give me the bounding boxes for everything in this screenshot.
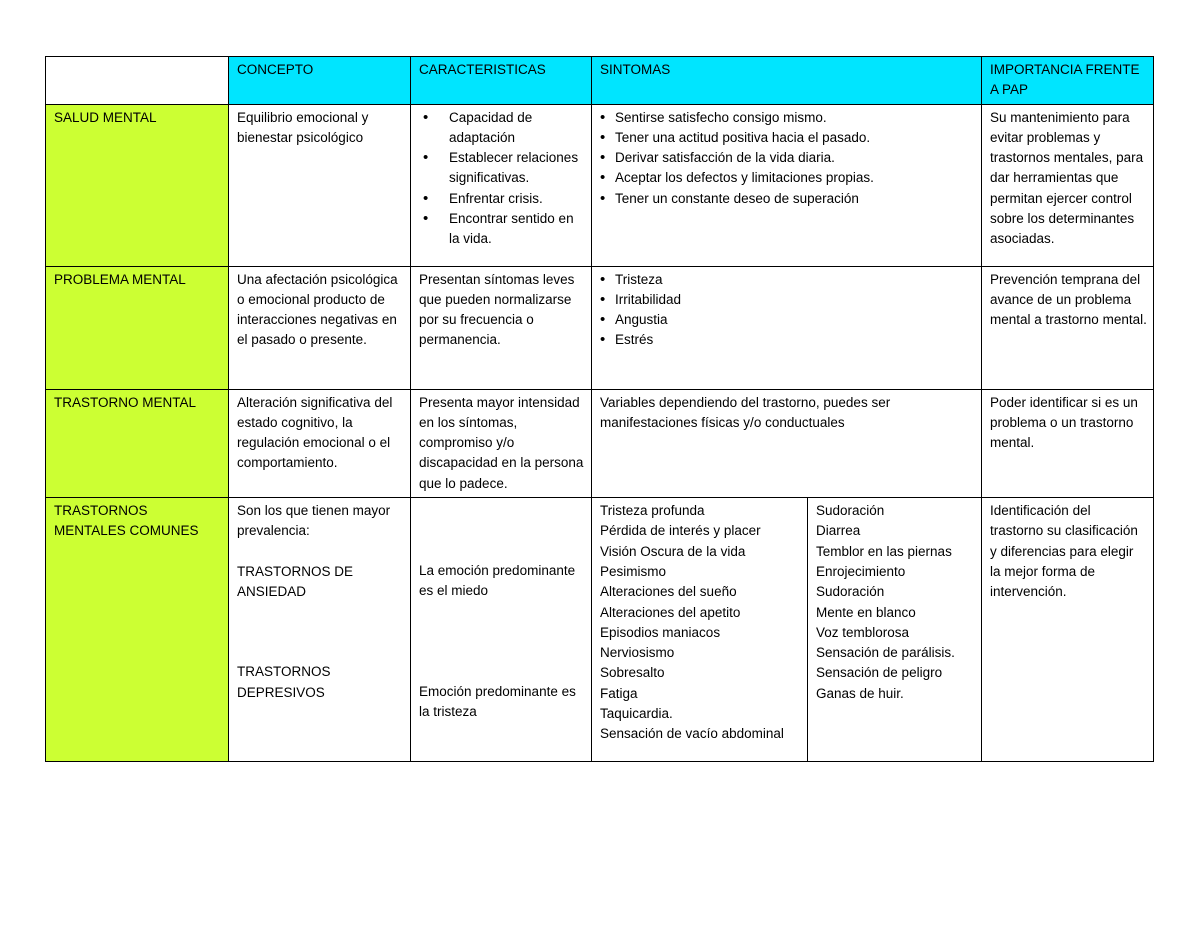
- list-item: • Capacidad de adaptación: [419, 108, 585, 149]
- list-item: • Estrés: [600, 330, 975, 350]
- list-item: • Establecer relaciones significativas.: [419, 148, 585, 189]
- caracteristicas-cell: [411, 498, 592, 762]
- sintomas-cell: Variables dependiendo del trastorno, puedes ser manifestaciones físicas y/o conductuales: [592, 389, 982, 497]
- list-item: • Derivar satisfacción de la vida diaria.: [600, 148, 975, 168]
- concepto-cell: [229, 498, 411, 762]
- list-item: Tristeza profunda: [600, 503, 705, 519]
- list-item: Sensación de peligro: [816, 665, 943, 681]
- importancia-cell: Su mantenimiento para evitar problemas y trastornos mentales, para dar herramientas que permitan ejercer control sobre los determinantes asociadas.: [982, 104, 1154, 266]
- list-item: • Tristeza: [600, 270, 975, 290]
- caracteristicas-cell: [411, 104, 592, 266]
- caracteristicas-cell: Presenta mayor intensidad en los síntomas, compromiso y/o discapacidad en la persona que lo padece.: [411, 389, 592, 497]
- list-item: Ganas de huir.: [816, 685, 904, 701]
- concepto-depresivos: TRASTORNOS DEPRESIVOS: [237, 664, 331, 700]
- list-item: Temblor en las piernas: [816, 543, 952, 559]
- row-label-trastornos-comunes: TRASTORNOS MENTALES COMUNES: [46, 498, 229, 762]
- list-item: • Angustia: [600, 310, 975, 330]
- table-row: [46, 389, 1154, 497]
- list-item: Mente en blanco: [816, 604, 916, 620]
- list-item: • Enfrentar crisis.: [419, 189, 585, 209]
- list-item: Fatiga: [600, 685, 638, 701]
- list-item: • Sentirse satisfecho consigo mismo.: [600, 108, 975, 128]
- header-concepto: CONCEPTO: [229, 57, 411, 105]
- table-row: [46, 498, 1154, 762]
- header-importancia: IMPORTANCIA FRENTE A PAP: [982, 57, 1154, 105]
- caracteristicas-list: [419, 108, 585, 250]
- list-item: • Tener un constante deseo de superación: [600, 189, 975, 209]
- list-item: Visión Oscura de la vida: [600, 543, 746, 559]
- sintomas-cell: [592, 266, 982, 389]
- sintomas-depresivos-cell: [592, 498, 808, 762]
- list-item: Pesimismo: [600, 563, 667, 579]
- sintomas-cell: [592, 104, 982, 266]
- list-item: Enrojecimiento: [816, 563, 906, 579]
- importancia-cell: Poder identificar si es un problema o un trastorno mental.: [982, 389, 1154, 497]
- table-row: [46, 266, 1154, 389]
- sintomas-ansiedad-cell: [808, 498, 982, 762]
- header-caracteristicas: CARACTERISTICAS: [411, 57, 592, 105]
- list-item: Pérdida de interés y placer: [600, 523, 761, 539]
- importancia-cell: Prevención temprana del avance de un problema mental a trastorno mental.: [982, 266, 1154, 389]
- concepto-cell: Equilibrio emocional y bienestar psicológico: [229, 104, 411, 266]
- sintomas-list: [600, 108, 975, 209]
- concepto-cell: Una afectación psicológica o emocional producto de interacciones negativas en el pasado o presente.: [229, 266, 411, 389]
- list-item: Sensación de parálisis.: [816, 645, 955, 661]
- list-item: Nerviosismo: [600, 645, 675, 661]
- row-label-salud-mental: SALUD MENTAL: [46, 104, 229, 266]
- list-item: Diarrea: [816, 523, 861, 539]
- concept-table: [45, 56, 1154, 762]
- row-label-trastorno-mental: TRASTORNO MENTAL: [46, 389, 229, 497]
- list-item: Sudoración: [816, 503, 885, 519]
- importancia-cell: Identificación del trastorno su clasificación y diferencias para elegir la mejor forma de intervención.: [982, 498, 1154, 762]
- list-item: Sensación de vacío abdominal: [600, 726, 784, 742]
- row-label-problema-mental: PROBLEMA MENTAL: [46, 266, 229, 389]
- list-item: Alteraciones del sueño: [600, 584, 737, 600]
- list-item: • Tener una actitud positiva hacia el pasado.: [600, 128, 975, 148]
- concepto-cell: Alteración significativa del estado cognitivo, la regulación emocional o el comportamiento.: [229, 389, 411, 497]
- list-item: • Aceptar los defectos y limitaciones propias.: [600, 168, 975, 188]
- sintomas-list: [600, 270, 975, 351]
- caract-depresivos: Emoción predominante es la tristeza: [419, 683, 576, 719]
- list-item: Taquicardia.: [600, 706, 673, 722]
- list-item: Sudoración: [816, 584, 885, 600]
- caract-ansiedad: La emoción predominante es el miedo: [419, 563, 576, 599]
- list-item: Voz temblorosa: [816, 624, 910, 640]
- table-row: [46, 104, 1154, 266]
- list-item: • Irritabilidad: [600, 290, 975, 310]
- list-item: Sobresalto: [600, 665, 665, 681]
- caracteristicas-cell: Presentan síntomas leves que pueden normalizarse por su frecuencia o permanencia.: [411, 266, 592, 389]
- header-sintomas: SINTOMAS: [592, 57, 982, 105]
- list-item: • Encontrar sentido en la vida.: [419, 209, 585, 250]
- header-row: [46, 57, 1154, 105]
- concepto-ansiedad: TRASTORNOS DE ANSIEDAD: [237, 563, 354, 599]
- list-item: Episodios maniacos: [600, 624, 721, 640]
- header-blank-cell: [46, 57, 229, 105]
- concepto-intro: Son los que tienen mayor prevalencia:: [237, 503, 391, 539]
- list-item: Alteraciones del apetito: [600, 604, 741, 620]
